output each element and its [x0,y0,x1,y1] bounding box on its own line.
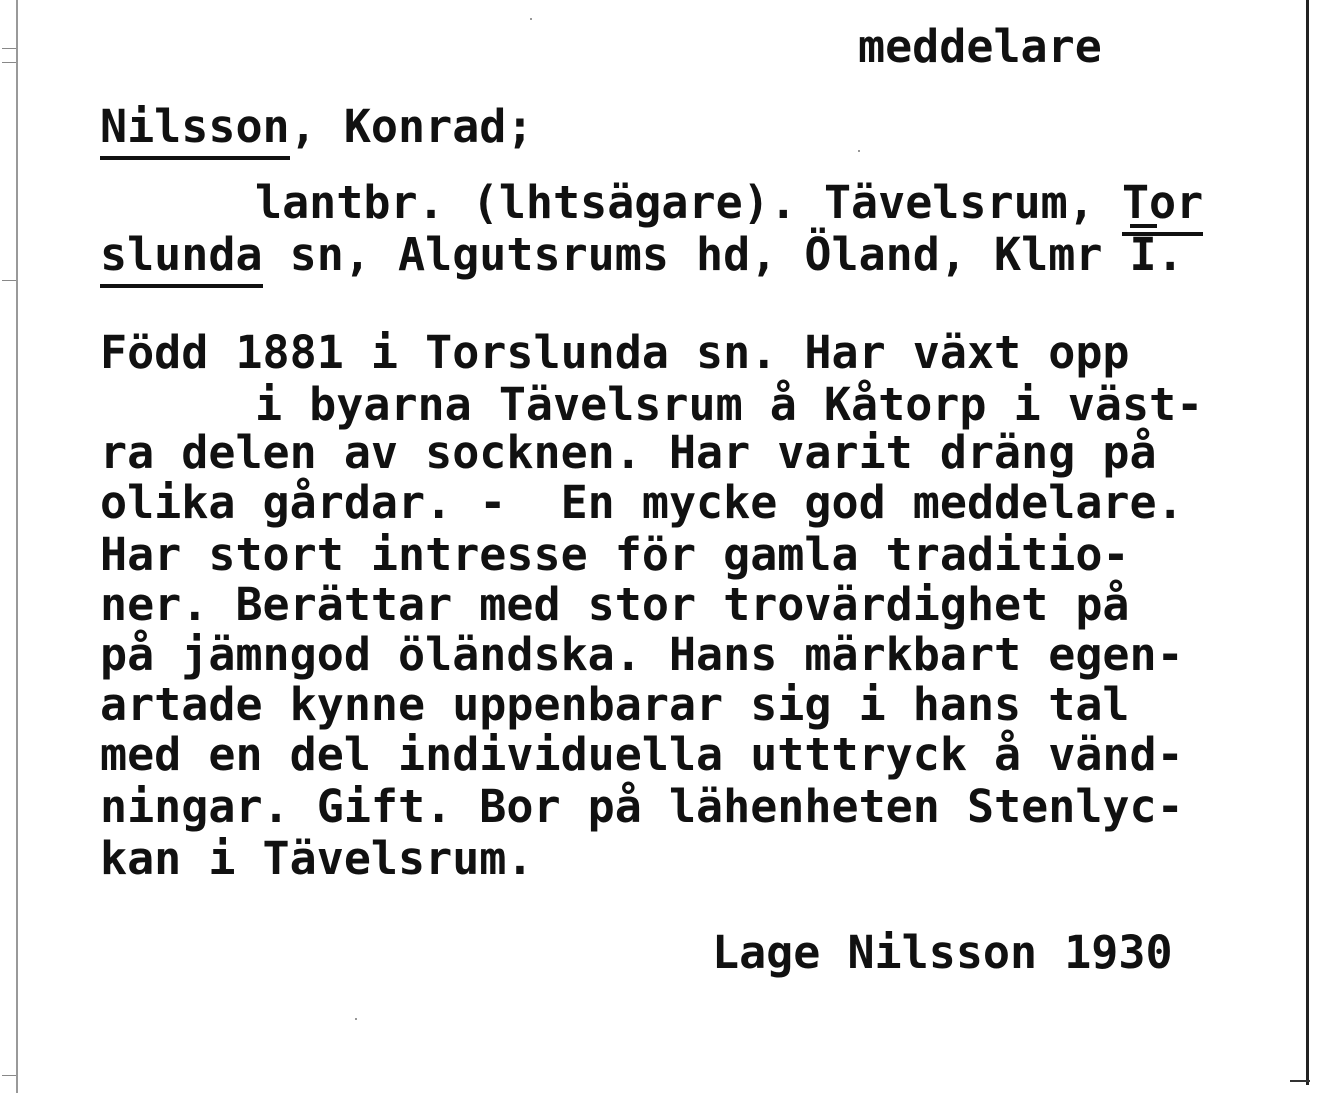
county-number: I [1130,224,1157,281]
body-line: i byarna Tävelsrum å Kåtorp i väst- [255,378,1204,431]
place-rest: sn, Algutsrums hd, Öland, Klmr [262,228,1130,281]
body-line: på jämngod öländska. Hans märkbart egen- [100,628,1184,681]
place-line [100,228,1184,281]
card-bottom-corner [1290,1080,1310,1082]
body-line: kan i Tävelsrum. [100,832,534,885]
occupation-text: lantbr. (lhtsägare). Tävelsrum, [255,176,1122,229]
speck [355,1018,357,1020]
surname: Nilsson [100,100,290,160]
name-line [100,100,534,153]
body-line: Född 1881 i Torslunda sn. Har växt opp [100,326,1130,379]
body-line: ner. Berättar med stor trovärdighet på [100,578,1130,631]
margin-tick [2,62,16,63]
margin-tick [2,280,16,281]
signature: Lage Nilsson 1930 [712,926,1173,979]
margin-tick [2,48,16,49]
body-line: olika gårdar. - En mycke god meddelare. [100,476,1184,529]
body-line: artade kynne uppenbarar sig i hans tal [100,678,1130,731]
given-name: , Konrad; [289,100,534,153]
body-line: ra delen av socknen. Har varit dräng på [100,426,1157,479]
place-part1: Tor [1122,176,1203,236]
place-part2: slunda [100,228,263,288]
speck [530,18,532,20]
card-right-edge [1306,0,1309,1085]
speck [858,150,860,152]
occupation-line [255,176,1204,229]
margin-tick [2,1075,16,1076]
body-line: Har stort intresse för gamla traditio- [100,528,1130,581]
body-line: ningar. Gift. Bor på lähenheten Stenlyc- [100,780,1184,833]
card-left-edge [16,0,18,1093]
body-line: med en del individuella utttryck å vänd- [100,728,1184,781]
county-end: . [1156,228,1184,281]
category-label: meddelare [858,20,1102,73]
